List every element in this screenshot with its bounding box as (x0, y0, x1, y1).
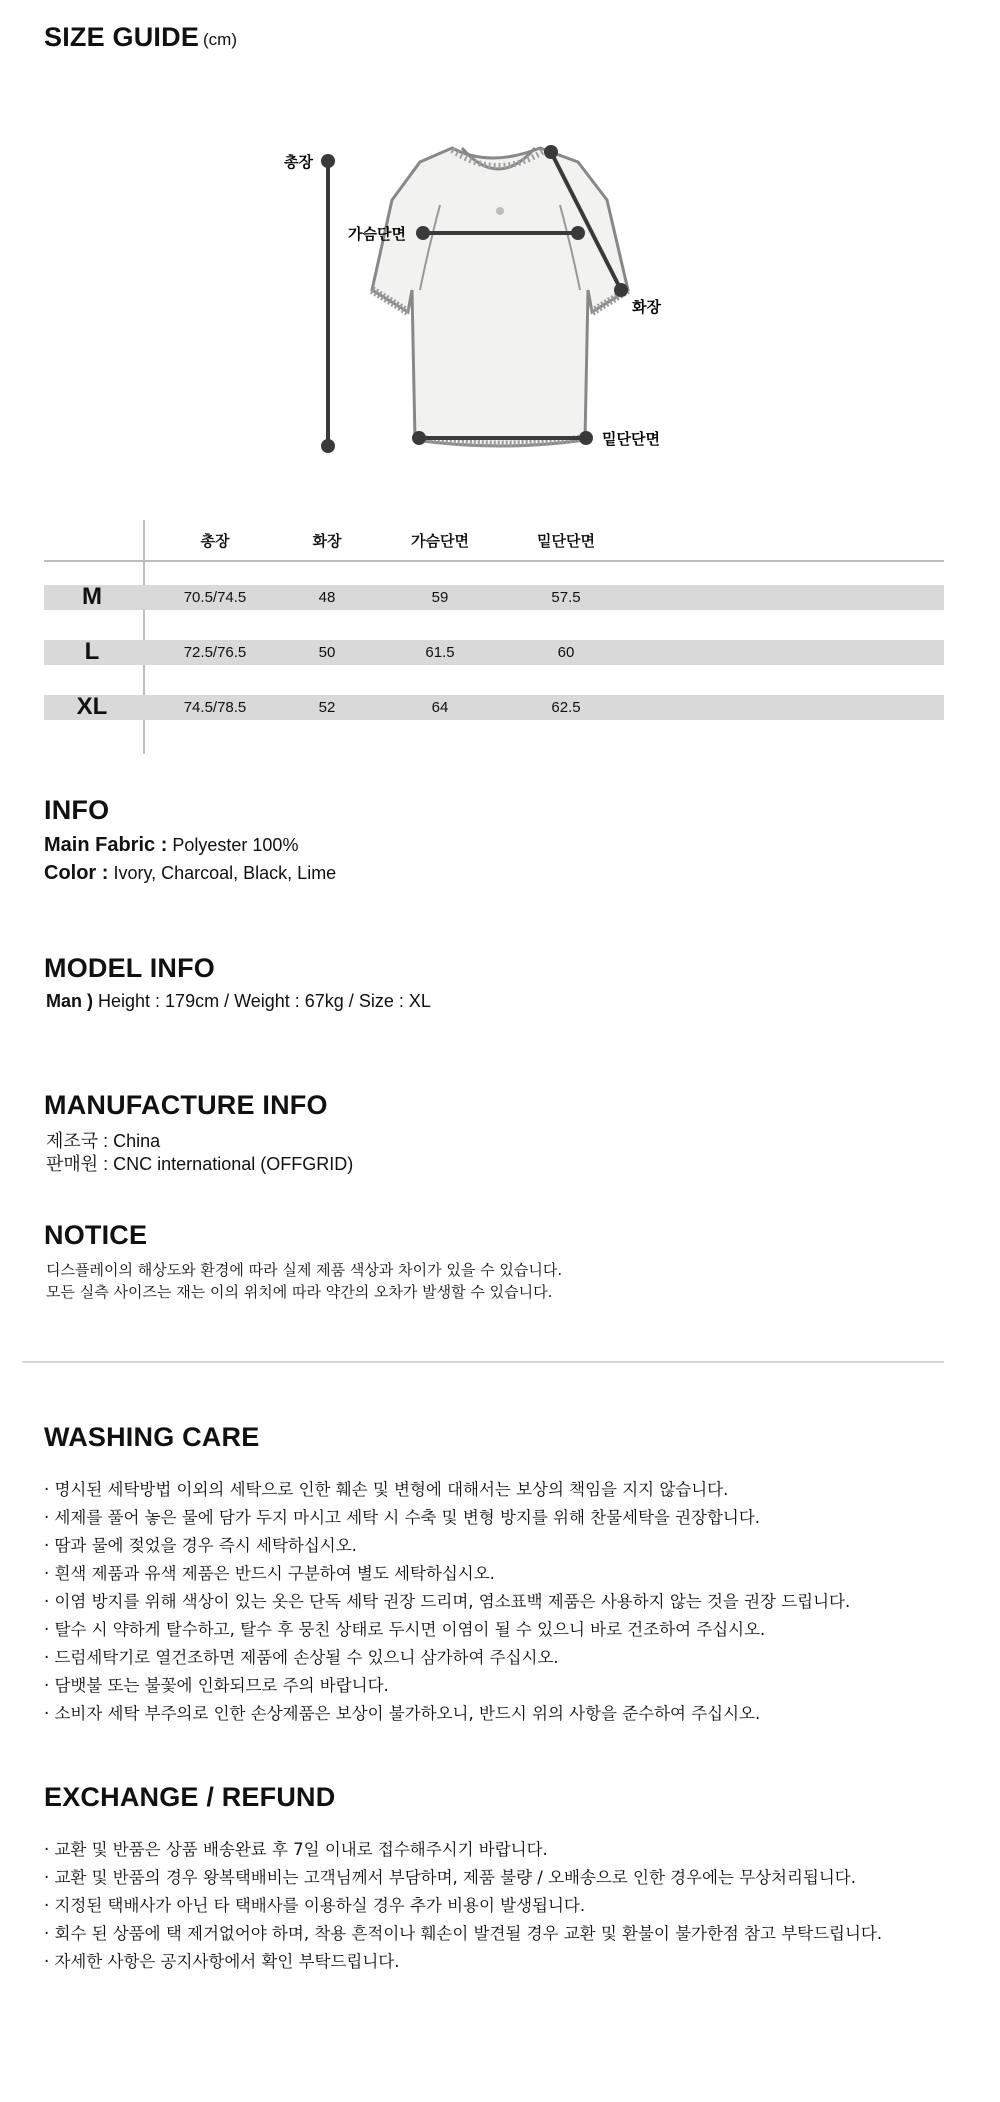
model-info-line (46, 991, 431, 1012)
info-heading: INFO (44, 795, 110, 825)
model-label: Man ) (46, 991, 93, 1011)
fabric-label: Main Fabric : (44, 834, 168, 856)
washing-care-item: · 탈수 시 약하게 탈수하고, 탈수 후 뭉친 상태로 두시면 이염이 될 수 있으니 바로 건조하여 주십시오. (44, 1620, 766, 1639)
washing-care-item: · 소비자 세탁 부주의로 인한 손상제품은 보상이 불가하오니, 반드시 위의 사항을 준수하여 주십시오. (44, 1704, 761, 1723)
washing-care-item: · 땀과 물에 젖었을 경우 즉시 세탁하십시오. (44, 1536, 357, 1555)
color-label: Color : (44, 862, 109, 884)
notice-line: 디스플레이의 해상도와 환경에 따라 실제 제품 색상과 차이가 있을 수 있습니다. (46, 1261, 563, 1279)
fabric-value: Polyester 100% (172, 835, 299, 855)
washing-care-item: · 드럼세탁기로 열건조하면 제품에 손상될 수 있으니 삼가하여 주십시오. (44, 1648, 559, 1667)
exchange-refund-heading: EXCHANGE / REFUND (44, 1782, 336, 1812)
washing-care-item: · 이염 방지를 위해 색상이 있는 옷은 단독 세탁 권장 드리며, 염소표백 제품은 사용하지 않는 것을 권장 드립니다. (44, 1592, 851, 1611)
col-header-length: 총장 (200, 532, 230, 550)
measurement-diagram (0, 0, 1000, 480)
model-info-heading: MODEL INFO (44, 953, 216, 983)
col-header-hem: 밑단단면 (537, 532, 595, 550)
cell-xl-length: 74.5/78.5 (183, 699, 247, 716)
cell-l-hem: 60 (557, 644, 575, 661)
hem-right-marker (579, 431, 593, 445)
exchange-refund-item: · 교환 및 반품은 상품 배송완료 후 7일 이내로 접수해주시기 바랍니다. (44, 1840, 548, 1859)
cell-m-sleeve: 48 (318, 589, 336, 606)
cell-m-hem: 57.5 (551, 589, 581, 606)
hem-left-marker (412, 431, 426, 445)
manufacture-heading: MANUFACTURE INFO (44, 1090, 328, 1120)
manufacture-country: 제조국 : China (46, 1131, 161, 1151)
color-line (44, 862, 336, 885)
chest-right-marker (571, 226, 585, 240)
notice-line: 모든 실측 사이즈는 재는 이의 위치에 따라 약간의 오차가 발생할 수 있습니다. (46, 1283, 553, 1301)
size-label-xl: XL (76, 693, 108, 720)
hem-label: 밑단단면 (602, 430, 660, 448)
exchange-refund-item: · 자세한 사항은 공지사항에서 확인 부탁드립니다. (44, 1952, 400, 1971)
length-bottom-marker (321, 439, 335, 453)
sleeve-label: 화장 (632, 298, 661, 316)
cell-xl-sleeve: 52 (318, 699, 336, 716)
cell-l-chest: 61.5 (425, 644, 455, 661)
length-label: 총장 (284, 153, 313, 171)
page-title: SIZE GUIDE (44, 22, 200, 52)
color-value: Ivory, Charcoal, Black, Lime (113, 863, 337, 883)
chest-left-marker (416, 226, 430, 240)
cell-l-sleeve: 50 (318, 644, 336, 661)
chest-label: 가슴단면 (348, 225, 406, 243)
length-top-marker (321, 154, 335, 168)
unit-label: (cm) (203, 30, 237, 49)
sleeve-bottom-marker (614, 283, 628, 297)
size-label-m: M (82, 583, 102, 610)
table-divider-horizontal (44, 560, 944, 562)
fabric-line (44, 834, 298, 857)
cell-m-chest: 59 (431, 589, 449, 606)
sleeve-top-marker (544, 145, 558, 159)
cell-m-length: 70.5/74.5 (183, 589, 247, 606)
washing-care-item: · 명시된 세탁방법 이외의 세탁으로 인한 훼손 및 변형에 대해서는 보상의 책임을 지지 않습니다. (44, 1480, 729, 1499)
tshirt-illustration (372, 148, 628, 446)
size-label-l: L (84, 638, 100, 665)
manufacture-seller: 판매원 : CNC international (OFFGRID) (46, 1154, 354, 1174)
cell-xl-hem: 62.5 (551, 699, 581, 716)
washing-care-item: · 세제를 풀어 놓은 물에 담가 두지 마시고 세탁 시 수축 및 변형 방지를 위해 찬물세탁을 권장합니다. (44, 1508, 761, 1527)
notice-heading: NOTICE (44, 1220, 148, 1250)
washing-care-item: · 담뱃불 또는 불꽃에 인화되므로 주의 바랍니다. (44, 1676, 389, 1695)
washing-care-item: · 흰색 제품과 유색 제품은 반드시 구분하여 별도 세탁하십시오. (44, 1564, 495, 1583)
col-header-chest: 가슴단면 (411, 532, 469, 550)
exchange-refund-item: · 회수 된 상품에 택 제거없어야 하며, 착용 흔적이나 훼손이 발견될 경우 교환 및 환불이 불가한점 참고 부탁드립니다. (44, 1924, 883, 1943)
cell-l-length: 72.5/76.5 (183, 644, 247, 661)
col-header-sleeve: 화장 (312, 532, 342, 550)
model-value: Height : 179cm / Weight : 67kg / Size : XL (98, 991, 431, 1011)
exchange-refund-item: · 지정된 택배사가 아닌 타 택배사를 이용하실 경우 추가 비용이 발생됩니다. (44, 1896, 586, 1915)
washing-care-heading: WASHING CARE (44, 1422, 260, 1452)
section-divider (22, 1361, 944, 1363)
cell-xl-chest: 64 (431, 699, 449, 716)
exchange-refund-item: · 교환 및 반품의 경우 왕복택배비는 고객님께서 부담하며, 제품 불량 / 오배송으로 인한 경우에는 무상처리됩니다. (44, 1868, 856, 1887)
